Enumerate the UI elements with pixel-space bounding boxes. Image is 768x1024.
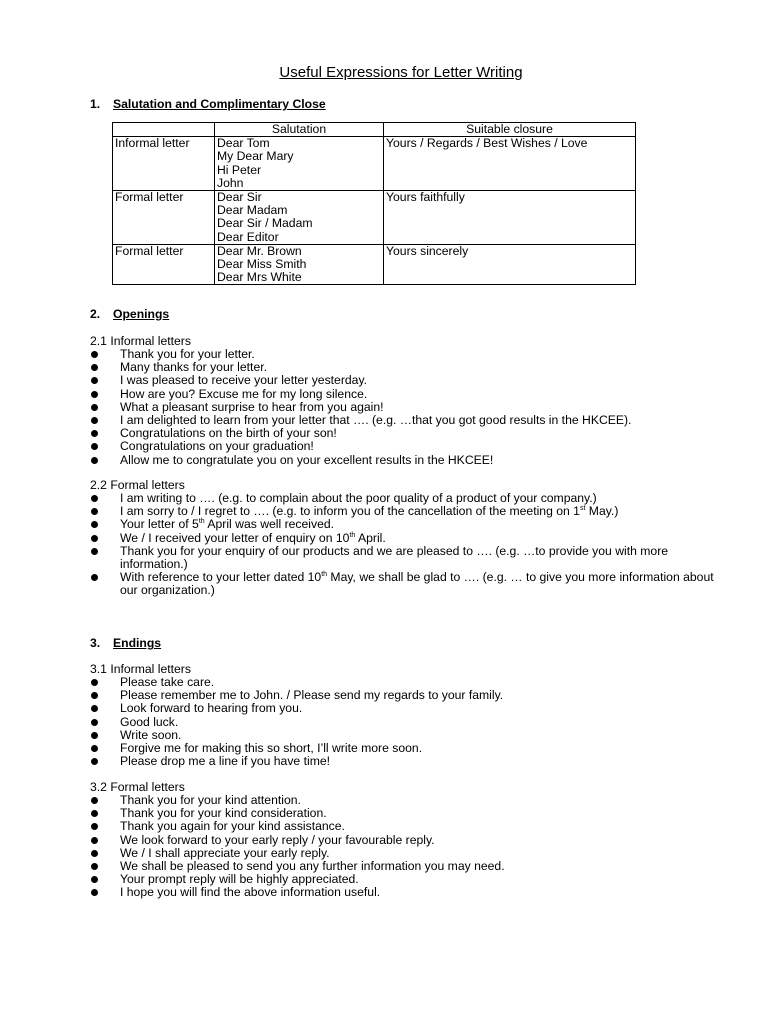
section-1-heading <box>90 98 326 111</box>
list-item-text: We / I received your letter of enquiry on 10 <box>120 530 350 545</box>
section-number: 3. <box>90 636 101 650</box>
list-item-text: Please remember me to John. / Please send my regards to your family. <box>120 688 504 703</box>
superscript: th <box>321 571 328 579</box>
list-item-text: With reference to your letter dated 10 <box>120 570 322 585</box>
list-item <box>90 545 730 571</box>
salutation-cell <box>215 191 384 245</box>
bullet-icon <box>91 364 98 371</box>
bullet-icon <box>91 719 98 726</box>
bullet-icon <box>91 679 98 686</box>
salutation-line: Dear Sir / Madam <box>217 216 313 231</box>
salutation-line: Dear Sir <box>217 190 262 205</box>
salutation-line: Dear Madam <box>217 203 288 218</box>
list-item-text: What a pleasant surprise to hear from you again! <box>120 399 384 414</box>
subsection-label: 2.1 Informal letters <box>90 334 191 348</box>
list-item-text: Congratulations on your graduation! <box>120 439 314 454</box>
list-item-text: Many thanks for your letter. <box>120 360 267 375</box>
bullet-icon <box>91 732 98 739</box>
list-item-text: How are you? Excuse me for my long silence. <box>120 386 368 401</box>
bullet-icon <box>91 797 98 804</box>
bullet-icon <box>91 863 98 870</box>
letter-type-cell: Informal letter <box>113 137 215 191</box>
salutation-line: Dear Editor <box>217 229 279 244</box>
openings-formal-list <box>90 492 730 598</box>
list-item-text: Thank you again for your kind assistance. <box>120 819 345 834</box>
endings-formal-list <box>90 794 730 900</box>
table-header-cell: Suitable closure <box>384 123 636 137</box>
subsection-label: 3.1 Informal letters <box>90 662 191 676</box>
list-item-text: Thank you for your enquiry of our products and we are pleased to …. (e.g. …to provide you with more information.) <box>120 543 669 572</box>
bullet-icon <box>91 535 98 542</box>
bullet-icon <box>91 876 98 883</box>
list-item <box>90 454 730 467</box>
list-item <box>90 716 730 729</box>
table-header-row <box>113 123 636 137</box>
closure-cell: Yours / Regards / Best Wishes / Love <box>384 137 636 191</box>
bullet-icon <box>91 837 98 844</box>
bullet-icon <box>91 823 98 830</box>
section-2-heading <box>90 308 169 321</box>
list-item-text: I was pleased to receive your letter yesterday. <box>120 373 368 388</box>
list-item-text: Your prompt reply will be highly appreciated. <box>120 872 359 887</box>
list-item-text: May.) <box>585 504 619 519</box>
list-item-text: Thank you for your kind attention. <box>120 793 301 807</box>
table-row <box>113 191 636 245</box>
list-item-text: Your letter of 5 <box>120 517 199 532</box>
list-item <box>90 702 730 715</box>
bullet-icon <box>91 495 98 502</box>
list-item-text: Thank you for your letter. <box>120 347 255 361</box>
bullet-icon <box>91 521 98 528</box>
table-row <box>113 137 636 191</box>
salutation-line: Dear Miss Smith <box>217 257 307 272</box>
salutation-line: Dear Mr. Brown <box>217 243 302 258</box>
salutation-line: John <box>217 175 244 190</box>
letter-type-cell: Formal letter <box>113 244 215 285</box>
bullet-icon <box>91 430 98 437</box>
list-item-text: We look forward to your early reply / your favourable reply. <box>120 832 435 847</box>
closure-cell: Yours faithfully <box>384 191 636 245</box>
bullet-icon <box>91 548 98 555</box>
bullet-icon <box>91 574 98 581</box>
section-number: 1. <box>90 97 101 111</box>
list-item-text: I am writing to …. (e.g. to complain about the poor quality of a product of your company.) <box>120 491 597 505</box>
bullet-icon <box>91 377 98 384</box>
list-item <box>90 571 730 597</box>
openings-informal-list <box>90 348 730 467</box>
bullet-icon <box>91 758 98 765</box>
list-item-text: Forgive me for making this so short, I’ll write more soon. <box>120 741 423 756</box>
closure-cell: Yours sincerely <box>384 244 636 285</box>
list-item-text: I am delighted to learn from your letter that …. (e.g. …that you got good results in the HKCEE). <box>120 413 632 428</box>
table-header-cell: Salutation <box>215 123 384 137</box>
bullet-icon <box>91 889 98 896</box>
salutation-line: My Dear Mary <box>217 149 294 164</box>
bullet-icon <box>91 705 98 712</box>
bullet-icon <box>91 508 98 515</box>
list-item-text: Please take care. <box>120 675 215 689</box>
bullet-icon <box>91 850 98 857</box>
salutation-line: Hi Peter <box>217 162 262 177</box>
salutation-line: Dear Tom <box>217 136 270 151</box>
letter-type-cell: Formal letter <box>113 191 215 245</box>
bullet-icon <box>91 443 98 450</box>
superscript: th <box>198 518 205 526</box>
list-item-text: We shall be pleased to send you any further information you may need. <box>120 859 505 874</box>
superscript: th <box>349 531 356 539</box>
bullet-icon <box>91 391 98 398</box>
section-title: Endings <box>113 636 162 650</box>
list-item-text: Write soon. <box>120 727 182 742</box>
list-item-text: Look forward to hearing from you. <box>120 701 303 716</box>
salutation-line: Dear Mrs White <box>217 270 302 285</box>
subsection-label: 3.2 Formal letters <box>90 780 185 794</box>
list-item <box>90 755 730 768</box>
list-item-text: April was well received. <box>204 517 335 532</box>
section-title: Salutation and Complimentary Close <box>113 97 326 111</box>
list-item <box>90 886 730 899</box>
list-item-text: Congratulations on the birth of your son! <box>120 426 337 441</box>
list-item-text: We / I shall appreciate your early reply. <box>120 845 330 860</box>
list-item-text: Good luck. <box>120 714 179 729</box>
bullet-icon <box>91 351 98 358</box>
list-item-text: I am sorry to / I regret to …. (e.g. to inform you of the cancellation of the meeting on 1 <box>120 504 580 519</box>
table-row <box>113 244 636 285</box>
list-item-text: Please drop me a line if you have time! <box>120 754 331 769</box>
section-title: Openings <box>113 307 170 321</box>
salutation-cell <box>215 137 384 191</box>
page-title: Useful Expressions for Letter Writing <box>279 64 523 81</box>
list-item-text: April. <box>355 530 386 545</box>
endings-informal-list <box>90 676 730 768</box>
bullet-icon <box>91 810 98 817</box>
salutation-table <box>112 122 636 285</box>
list-item-text: Allow me to congratulate you on your excellent results in the HKCEE! <box>120 452 494 467</box>
bullet-icon <box>91 745 98 752</box>
section-3-heading <box>90 637 161 650</box>
list-item-text: Thank you for your kind consideration. <box>120 806 327 821</box>
bullet-icon <box>91 417 98 424</box>
list-item-text: I hope you will find the above information useful. <box>120 885 381 900</box>
bullet-icon <box>91 404 98 411</box>
superscript: st <box>579 505 586 513</box>
bullet-icon <box>91 457 98 464</box>
table-header-cell <box>113 123 215 137</box>
list-item-text: May, we shall be glad to …. (e.g. … to give you more information about our organization.) <box>120 570 714 598</box>
salutation-cell <box>215 244 384 285</box>
section-number: 2. <box>90 307 101 321</box>
bullet-icon <box>91 692 98 699</box>
subsection-label: 2.2 Formal letters <box>90 478 185 492</box>
